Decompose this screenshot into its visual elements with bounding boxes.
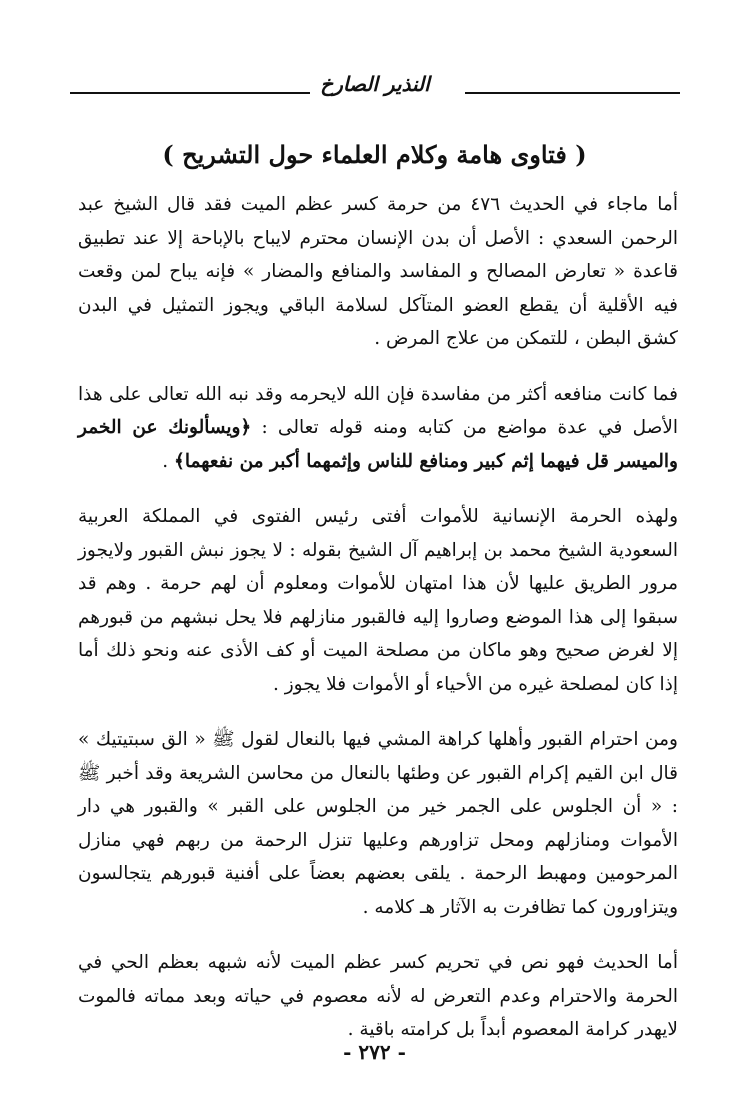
page-number: - ٢٧٢ - <box>343 1040 406 1064</box>
paragraph-2-intro: فما كانت منافعه أكثر من مفاسدة فإن الله لايحرمه وقد نبه الله تعالى على هذا الأصل في عدة مواضع من كتابه ومنه قوله تعالى : <box>78 383 679 438</box>
body-text <box>78 188 678 1069</box>
paragraph-2-end: . <box>162 450 175 472</box>
section-title: ( فتاوى هامة وكلام العلماء حول التشريح ) <box>162 140 587 169</box>
quran-verse: ﴿ويسألونك عن الخمر والميسر قل فيهما إثم كبير ومنافع للناس وإثمهما أكبر من نفعهما﴾ <box>78 417 678 472</box>
header-rule-left <box>70 92 310 94</box>
paragraph-5: أما الحديث فهو نص في تحريم كسر عظم الميت لأنه شبهه بعظم الحي في الحرمة والاحترام وعدم التعرض له لأنه معصوم في حياته وبعد مماته فالموت لايهدر كرامة المعصوم أبداً بل كرامته باقية . <box>78 952 678 1040</box>
paragraph-3: ولهذه الحرمة الإنسانية للأموات أفتى رئيس الفتوى في المملكة العربية السعودية الشيخ محمد بن إبراهيم آل الشيخ بقوله : لا يجوز نبش القبور ولايجوز مرور الطريق عليها لأن هذا امتهان للأموات ومعلوم أن لهم حرمة . وهم قد سبقوا إلى هذا الموضع وصاروا إليه فالقبور منازلهم فلا يحل نبشهم من قبورهم إلا لغرض صحيح وهو ماكان من مصلحة الميت أو كف الأذى عنه ونحو ذلك أما إذا كان لمصلحة غيره من الأحياء أو الأموات فلا يجوز . <box>78 506 678 695</box>
header-rule-right <box>465 92 680 94</box>
running-title: النذير الصارخ <box>320 72 430 96</box>
running-header <box>70 72 680 102</box>
paragraph-2 <box>78 378 678 479</box>
paragraph-4: ومن احترام القبور وأهلها كراهة المشي فيها بالنعال لقول ﷺ « الق سبتيتيك » قال ابن القيم إكرام القبور عن وطئها بالنعال من محاسن الشريعة وقد أخبر ﷺ : « أن الجلوس على الجمر خير من الجلوس على القبر » والقبور هي دار الأموات ومنازلهم ومحل تزاورهم وعليها تنزل الرحمة من ربهم فهي منازل المرحومين ومهبط الرحمة . يلقى بعضهم بعضاً على أفنية قبورهم يتجالسون ويتزاورون كما تظافرت به الآثار هـ كلامه . <box>78 729 678 918</box>
paragraph-1: أما ماجاء في الحديث ٤٧٦ من حرمة كسر عظم الميت فقد قال الشيخ عبد الرحمن السعدي : الأصل أن بدن الإنسان محترم لايباح بالإباحة إلا عند تطبيق قاعدة « تعارض المصالح و المفاسد والمنافع والمضار » فإنه يباح لمن وقعت فيه الأقلية أن يقطع العضو المتآكل لسلامة الباقي ويجوز التمثيل في البدن كشق البطن ، للتمكن من علاج المرض . <box>78 194 678 349</box>
